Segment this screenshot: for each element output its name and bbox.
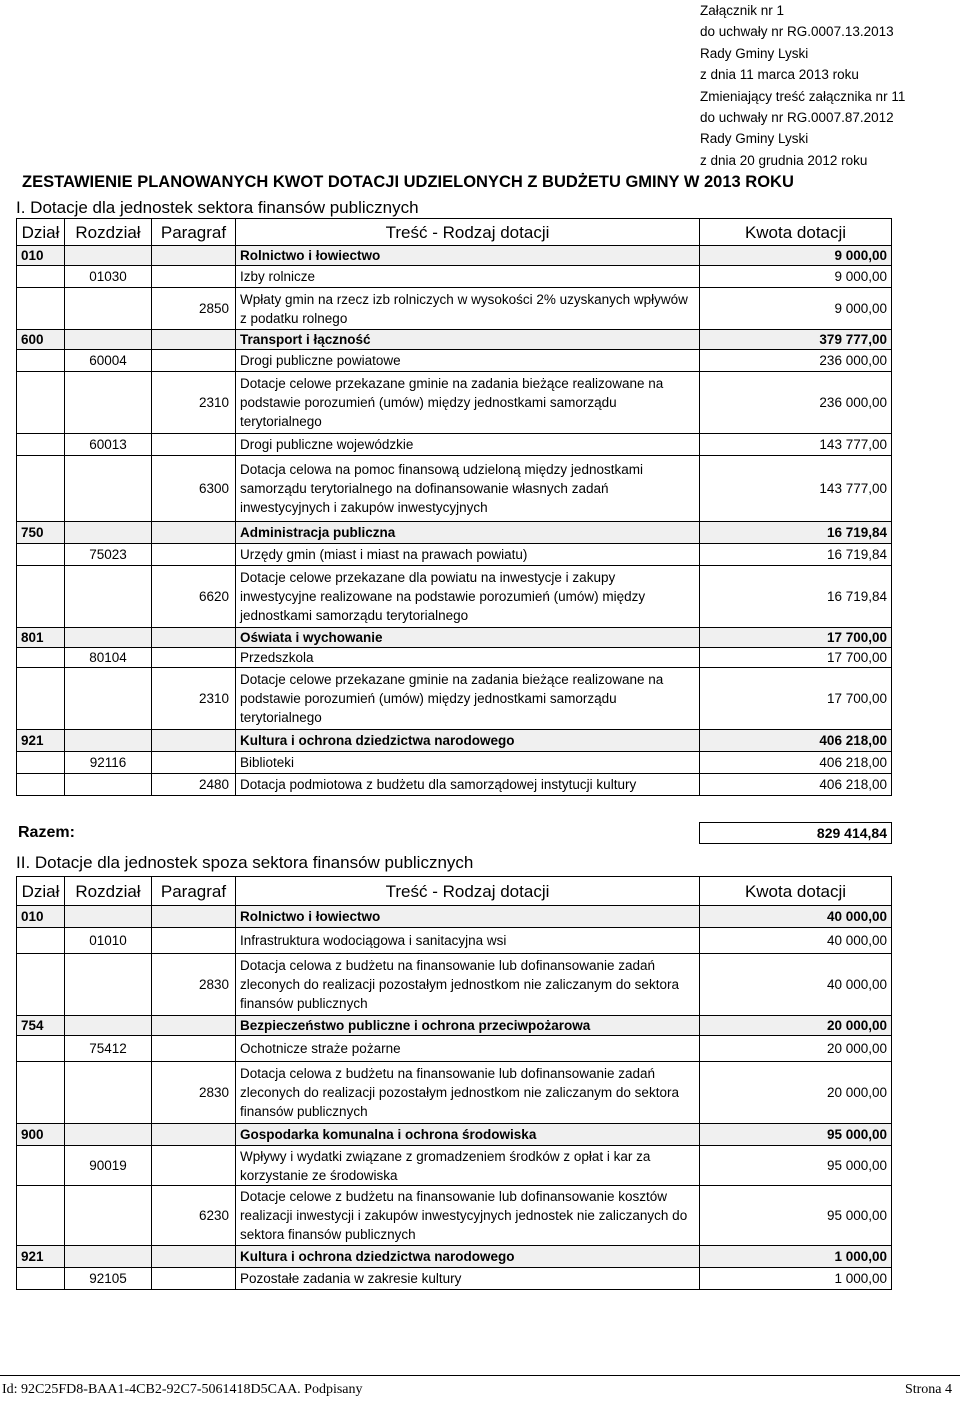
cell-kwota: 236 000,00 [700, 350, 892, 372]
cell-rozdzial [65, 668, 152, 730]
col-paragraf: Paragraf [152, 219, 236, 246]
cell-rozdzial: 01030 [65, 266, 152, 288]
cell-dzial [17, 456, 65, 522]
cell-dzial [17, 1268, 65, 1290]
header-line: Załącznik nr 1 [700, 3, 785, 18]
cell-paragraf: 2480 [152, 774, 236, 796]
cell-paragraf [152, 1246, 236, 1268]
cell-paragraf [152, 246, 236, 266]
cell-kwota: 40 000,00 [700, 954, 892, 1016]
cell-dzial: 010 [17, 246, 65, 266]
subsidies-table-public [16, 218, 892, 796]
cell-rozdzial [65, 954, 152, 1016]
cell-paragraf: 2850 [152, 288, 236, 330]
document-title: ZESTAWIENIE PLANOWANYCH KWOT DOTACJI UDZIELONYCH Z BUDŻETU GMINY W 2013 ROKU [22, 173, 794, 191]
cell-kwota: 406 218,00 [700, 730, 892, 752]
table-row [17, 350, 892, 372]
cell-tresc: Drogi publiczne powiatowe [236, 350, 700, 372]
cell-tresc: Drogi publiczne wojewódzkie [236, 434, 700, 456]
table-row [17, 456, 892, 522]
table-row [17, 1246, 892, 1268]
cell-dzial [17, 288, 65, 330]
cell-dzial: 900 [17, 1124, 65, 1146]
cell-dzial: 010 [17, 906, 65, 928]
cell-rozdzial: 60004 [65, 350, 152, 372]
col-tresc: Treść - Rodzaj dotacji [236, 219, 700, 246]
cell-dzial [17, 774, 65, 796]
table-row [17, 648, 892, 668]
cell-dzial [17, 1036, 65, 1062]
cell-tresc: Transport i łączność [236, 330, 700, 350]
cell-paragraf [152, 752, 236, 774]
table-row [17, 522, 892, 544]
cell-kwota: 143 777,00 [700, 456, 892, 522]
total-value: 829 414,84 [699, 822, 892, 844]
table-row [17, 266, 892, 288]
cell-tresc: Dotacje celowe z budżetu na finansowanie lub dofinansowanie kosztów realizacji inwestycji i zakupów inwestycyjnych jednostek nie zaliczanych do sektora finansów publicznych [236, 1186, 700, 1246]
cell-dzial [17, 928, 65, 954]
cell-kwota: 1 000,00 [700, 1268, 892, 1290]
cell-tresc: Gospodarka komunalna i ochrona środowiska [236, 1124, 700, 1146]
cell-dzial [17, 544, 65, 566]
table-row [17, 1016, 892, 1036]
page-number: Strona 4 [904, 1382, 952, 1397]
cell-kwota: 17 700,00 [700, 648, 892, 668]
cell-paragraf [152, 522, 236, 544]
cell-kwota: 95 000,00 [700, 1186, 892, 1246]
table-header-row [17, 219, 892, 246]
table-row [17, 1268, 892, 1290]
cell-tresc: Wpłaty gmin na rzecz izb rolniczych w wysokości 2% uzyskanych wpływów z podatku rolnego [236, 288, 700, 330]
cell-paragraf [152, 330, 236, 350]
cell-paragraf: 2830 [152, 1062, 236, 1124]
cell-rozdzial [65, 456, 152, 522]
cell-paragraf [152, 350, 236, 372]
cell-kwota: 9 000,00 [700, 266, 892, 288]
document-id: Id: 92C25FD8-BAA1-4CB2-92C7-5061418D5CAA. Podpisany [2, 1382, 363, 1397]
cell-kwota: 379 777,00 [700, 330, 892, 350]
cell-tresc: Rolnictwo i łowiectwo [236, 246, 700, 266]
cell-rozdzial: 60013 [65, 434, 152, 456]
cell-paragraf [152, 628, 236, 648]
cell-dzial: 921 [17, 1246, 65, 1268]
cell-paragraf: 6230 [152, 1186, 236, 1246]
section-1-title: I. Dotacje dla jednostek sektora finansów publicznych [16, 198, 419, 217]
cell-kwota: 143 777,00 [700, 434, 892, 456]
cell-dzial [17, 648, 65, 668]
cell-rozdzial [65, 1062, 152, 1124]
cell-tresc: Dotacja celowa na pomoc finansową udzieloną między jednostkami samorządu terytorialnego na dofinansowanie własnych zadań inwestycyjnych i zakupów inwestycyjnych [236, 456, 700, 522]
cell-rozdzial: 92105 [65, 1268, 152, 1290]
cell-tresc: Infrastruktura wodociągowa i sanitacyjna wsi [236, 928, 700, 954]
cell-tresc: Dotacje celowe przekazane gminie na zadania bieżące realizowane na podstawie porozumień (umów) między jednostkami samorządu terytorialnego [236, 372, 700, 434]
cell-tresc: Przedszkola [236, 648, 700, 668]
table-row [17, 752, 892, 774]
cell-tresc: Dotacje celowe przekazane gminie na zadania bieżące realizowane na podstawie porozumień (umów) między jednostkami samorządu terytorialnego [236, 668, 700, 730]
table-row [17, 544, 892, 566]
cell-rozdzial [65, 1246, 152, 1268]
cell-kwota: 17 700,00 [700, 668, 892, 730]
cell-dzial: 754 [17, 1016, 65, 1036]
cell-kwota: 406 218,00 [700, 752, 892, 774]
cell-paragraf [152, 1268, 236, 1290]
cell-dzial [17, 668, 65, 730]
col-dzial: Dział [17, 219, 65, 246]
cell-kwota: 16 719,84 [700, 522, 892, 544]
cell-kwota: 16 719,84 [700, 544, 892, 566]
header-line: z dnia 20 grudnia 2012 roku [700, 152, 868, 168]
cell-tresc: Urzędy gmin (miast i miast na prawach powiatu) [236, 544, 700, 566]
col-tresc: Treść - Rodzaj dotacji [236, 877, 700, 906]
table-row [17, 246, 892, 266]
cell-dzial: 801 [17, 628, 65, 648]
cell-rozdzial [65, 906, 152, 928]
cell-dzial: 750 [17, 522, 65, 544]
header-line: Rady Gminy Lyski [700, 45, 809, 61]
table-row [17, 1036, 892, 1062]
col-rozdzial: Rozdział [65, 219, 152, 246]
cell-dzial [17, 954, 65, 1016]
table-row [17, 628, 892, 648]
cell-paragraf: 6300 [152, 456, 236, 522]
cell-rozdzial: 92116 [65, 752, 152, 774]
cell-tresc: Ochotnicze straże pożarne [236, 1036, 700, 1062]
cell-dzial [17, 434, 65, 456]
cell-tresc: Wpływy i wydatki związane z gromadzeniem środków z opłat i kar za korzystanie ze środowiska [236, 1146, 700, 1186]
cell-rozdzial [65, 288, 152, 330]
cell-paragraf [152, 1036, 236, 1062]
table-row [17, 668, 892, 730]
cell-rozdzial [65, 566, 152, 628]
footer-divider [0, 1375, 960, 1376]
col-paragraf: Paragraf [152, 877, 236, 906]
cell-rozdzial: 80104 [65, 648, 152, 668]
table-row [17, 906, 892, 928]
table-row [17, 1186, 892, 1246]
cell-paragraf [152, 906, 236, 928]
cell-tresc: Kultura i ochrona dziedzictwa narodowego [236, 1246, 700, 1268]
cell-paragraf: 6620 [152, 566, 236, 628]
cell-dzial: 921 [17, 730, 65, 752]
cell-paragraf: 2310 [152, 668, 236, 730]
header-line: do uchwały nr RG.0007.87.2012 [700, 110, 894, 126]
cell-paragraf [152, 1016, 236, 1036]
cell-tresc: Dotacja celowa z budżetu na finansowanie lub dofinansowanie zadań zleconych do realizacji pozostałym jednostkom nie zaliczanym do sektora finansów publicznych [236, 1062, 700, 1124]
cell-kwota: 16 719,84 [700, 566, 892, 628]
cell-dzial: 600 [17, 330, 65, 350]
cell-tresc: Oświata i wychowanie [236, 628, 700, 648]
cell-rozdzial [65, 330, 152, 350]
cell-dzial [17, 1186, 65, 1246]
cell-kwota: 20 000,00 [700, 1016, 892, 1036]
cell-kwota: 9 000,00 [700, 246, 892, 266]
cell-kwota: 1 000,00 [700, 1246, 892, 1268]
table-header-row [17, 877, 892, 906]
cell-tresc: Biblioteki [236, 752, 700, 774]
cell-tresc: Administracja publiczna [236, 522, 700, 544]
cell-rozdzial [65, 522, 152, 544]
cell-rozdzial: 75412 [65, 1036, 152, 1062]
cell-rozdzial: 01010 [65, 928, 152, 954]
cell-dzial [17, 350, 65, 372]
table-row [17, 434, 892, 456]
attachment-header [700, 0, 955, 171]
cell-tresc: Izby rolnicze [236, 266, 700, 288]
cell-rozdzial [65, 246, 152, 266]
cell-kwota: 40 000,00 [700, 906, 892, 928]
cell-kwota: 95 000,00 [700, 1146, 892, 1186]
header-line: do uchwały nr RG.0007.13.2013 [700, 24, 894, 40]
cell-paragraf [152, 544, 236, 566]
cell-rozdzial [65, 730, 152, 752]
cell-paragraf [152, 730, 236, 752]
cell-paragraf: 2310 [152, 372, 236, 434]
table-row [17, 954, 892, 1016]
table-row [17, 730, 892, 752]
cell-rozdzial [65, 1016, 152, 1036]
cell-rozdzial: 90019 [65, 1146, 152, 1186]
cell-rozdzial [65, 774, 152, 796]
table-row [17, 288, 892, 330]
cell-dzial [17, 752, 65, 774]
cell-dzial [17, 372, 65, 434]
col-kwota: Kwota dotacji [700, 219, 892, 246]
table-row [17, 774, 892, 796]
cell-paragraf [152, 648, 236, 668]
col-kwota: Kwota dotacji [700, 877, 892, 906]
cell-tresc: Pozostałe zadania w zakresie kultury [236, 1268, 700, 1290]
table-row [17, 330, 892, 350]
cell-paragraf [152, 434, 236, 456]
table-row [17, 1062, 892, 1124]
table-row [17, 1146, 892, 1186]
cell-paragraf [152, 266, 236, 288]
table-row [17, 928, 892, 954]
cell-tresc: Dotacja celowa z budżetu na finansowanie lub dofinansowanie zadań zleconych do realizacji pozostałym jednostkom nie zaliczanym do sektora finansów publicznych [236, 954, 700, 1016]
cell-tresc: Dotacja podmiotowa z budżetu dla samorządowej instytucji kultury [236, 774, 700, 796]
header-line: Rady Gminy Lyski [700, 131, 809, 147]
table-row [17, 372, 892, 434]
cell-tresc: Bezpieczeństwo publiczne i ochrona przeciwpożarowa [236, 1016, 700, 1036]
cell-rozdzial [65, 1124, 152, 1146]
cell-rozdzial [65, 372, 152, 434]
subsidies-table-nonpublic [16, 876, 892, 1290]
col-dzial: Dział [17, 877, 65, 906]
cell-kwota: 95 000,00 [700, 1124, 892, 1146]
cell-paragraf [152, 928, 236, 954]
cell-kwota: 17 700,00 [700, 628, 892, 648]
cell-dzial [17, 566, 65, 628]
cell-rozdzial: 75023 [65, 544, 152, 566]
cell-rozdzial [65, 628, 152, 648]
cell-paragraf [152, 1146, 236, 1186]
total-label: Razem: [18, 824, 75, 841]
section-2-title: II. Dotacje dla jednostek spoza sektora finansów publicznych [16, 853, 474, 872]
cell-kwota: 20 000,00 [700, 1062, 892, 1124]
cell-kwota: 40 000,00 [700, 928, 892, 954]
cell-kwota: 20 000,00 [700, 1036, 892, 1062]
cell-kwota: 236 000,00 [700, 372, 892, 434]
table-row [17, 566, 892, 628]
table-row [17, 1124, 892, 1146]
cell-kwota: 406 218,00 [700, 774, 892, 796]
cell-paragraf: 2830 [152, 954, 236, 1016]
cell-tresc: Kultura i ochrona dziedzictwa narodowego [236, 730, 700, 752]
cell-rozdzial [65, 1186, 152, 1246]
cell-tresc: Rolnictwo i łowiectwo [236, 906, 700, 928]
cell-dzial [17, 266, 65, 288]
col-rozdzial: Rozdział [65, 877, 152, 906]
cell-kwota: 9 000,00 [700, 288, 892, 330]
cell-paragraf [152, 1124, 236, 1146]
header-line: Zmieniający treść załącznika nr 11 [700, 88, 906, 104]
cell-dzial [17, 1062, 65, 1124]
header-line: z dnia 11 marca 2013 roku [700, 67, 859, 83]
cell-tresc: Dotacje celowe przekazane dla powiatu na inwestycje i zakupy inwestycyjne realizowane na podstawie porozumień (umów) między jednostkami samorządu terytorialnego [236, 566, 700, 628]
cell-dzial [17, 1146, 65, 1186]
